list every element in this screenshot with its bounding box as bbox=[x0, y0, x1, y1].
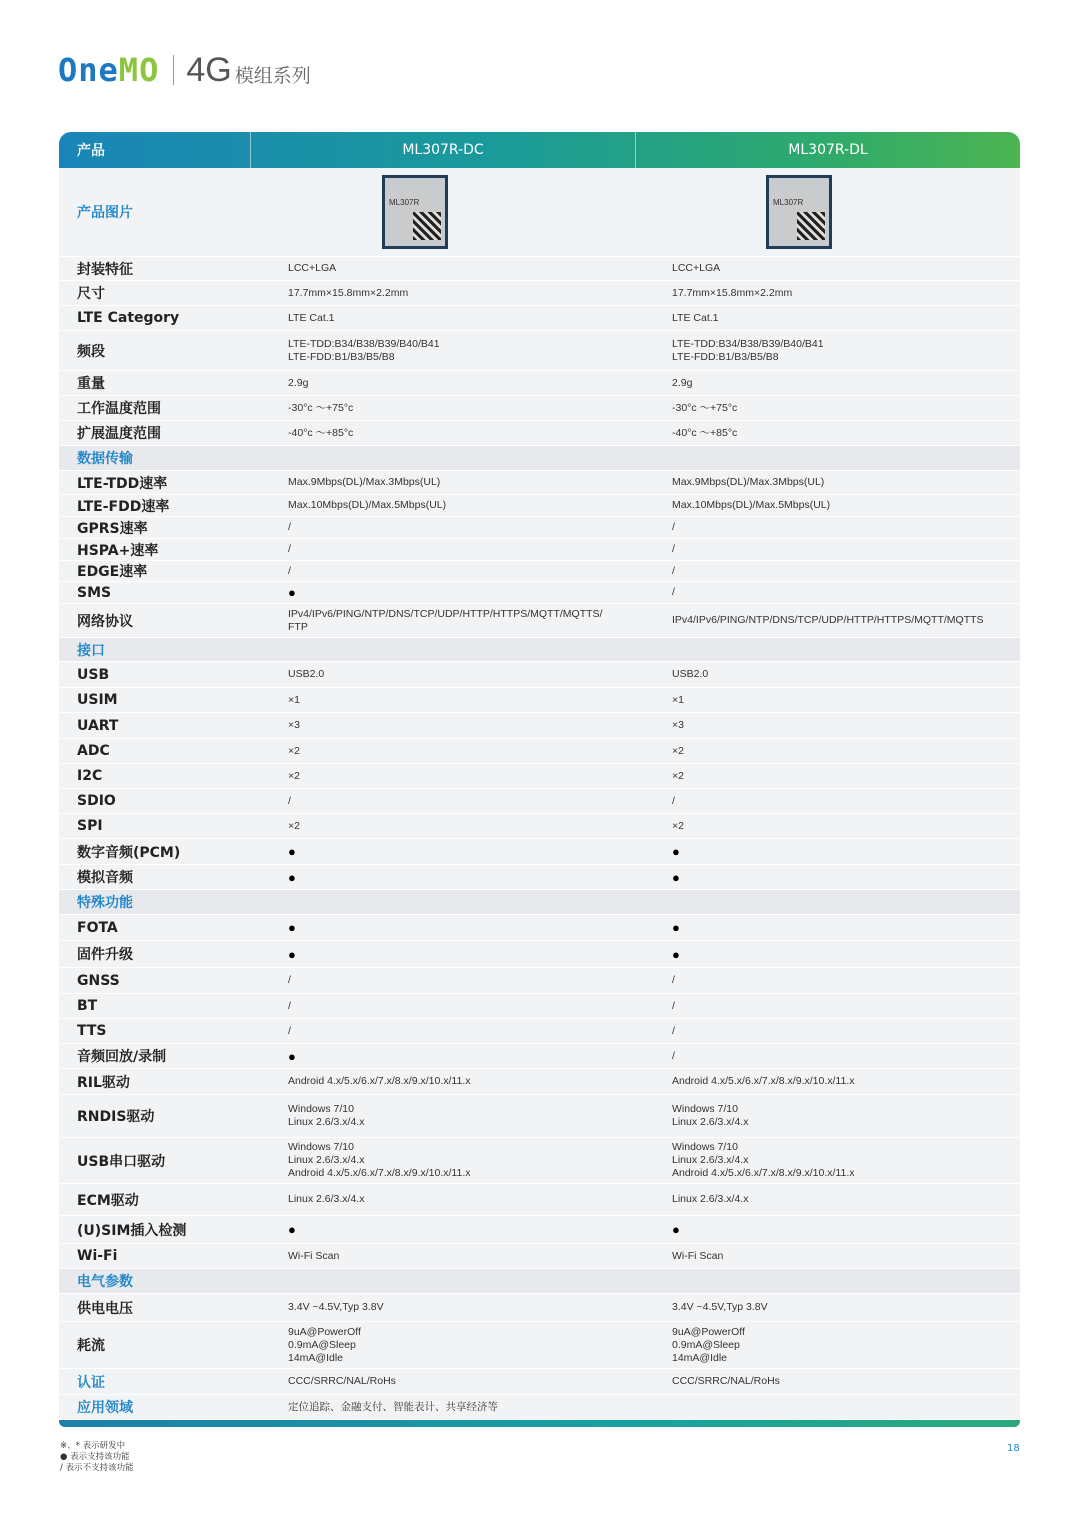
value-ml307r-dl: ● bbox=[672, 869, 680, 885]
table-row bbox=[59, 713, 1020, 739]
value-ml307r-dl: / bbox=[672, 999, 675, 1012]
value-ml307r-dl: USB2.0 bbox=[672, 668, 709, 680]
value-ml307r-dl: ● bbox=[672, 844, 680, 859]
value-ml307r-dc: ×3 bbox=[288, 719, 300, 731]
table-row bbox=[59, 539, 1020, 561]
table-row bbox=[59, 994, 1020, 1019]
value-ml307r-dc: / bbox=[288, 999, 291, 1012]
row-label: 认证 bbox=[77, 1374, 105, 1391]
table-row bbox=[59, 662, 1020, 688]
row-label: 数字音频(PCM) bbox=[77, 844, 181, 861]
row-label: ADC bbox=[77, 743, 110, 759]
value-ml307r-dl: / bbox=[672, 521, 675, 533]
table-row bbox=[59, 281, 1020, 306]
row-label: SDIO bbox=[77, 793, 116, 809]
row-label: GPRS速率 bbox=[77, 520, 148, 537]
row-label: GNSS bbox=[77, 972, 120, 989]
value-ml307r-dc: / bbox=[288, 521, 291, 533]
value-ml307r-dc: -40°c ～+85°c bbox=[288, 426, 354, 439]
table-row bbox=[59, 814, 1020, 839]
table-row bbox=[59, 739, 1020, 764]
value-ml307r-dl: 3.4V ~4.5V,Typ 3.8V bbox=[672, 1301, 768, 1313]
value-ml307r-dl: Windows 7/10 Linux 2.6/3.x/4.x Android 4.x/5.x/6.x/7.x/8.x/9.x/10.x/11.x bbox=[672, 1141, 855, 1179]
page-number: 18 bbox=[1007, 1443, 1020, 1454]
value-ml307r-dc: 定位追踪、金融支付、智能表计、共享经济等 bbox=[288, 1400, 498, 1413]
value-ml307r-dc: ×2 bbox=[288, 744, 300, 757]
row-label: LTE Category bbox=[77, 310, 180, 326]
value-ml307r-dl: ×1 bbox=[672, 693, 684, 706]
value-ml307r-dc: ● bbox=[288, 1048, 296, 1064]
table-row bbox=[59, 1044, 1020, 1069]
table-row bbox=[59, 1095, 1020, 1138]
value-ml307r-dc: LTE Cat.1 bbox=[288, 311, 335, 324]
table-row bbox=[59, 1216, 1020, 1244]
table-row bbox=[59, 331, 1020, 371]
row-label: EDGE速率 bbox=[77, 564, 148, 580]
table-row bbox=[59, 764, 1020, 789]
value-ml307r-dl: Max.9Mbps(DL)/Max.3Mbps(UL) bbox=[672, 476, 825, 488]
row-label: I2C bbox=[77, 768, 103, 784]
value-ml307r-dc: Wi-Fi Scan bbox=[288, 1249, 340, 1262]
row-label: 供电电压 bbox=[77, 1300, 133, 1317]
section-row bbox=[59, 1269, 1020, 1294]
value-ml307r-dc: ● bbox=[288, 946, 296, 962]
value-ml307r-dc: 3.4V ~4.5V,Typ 3.8V bbox=[288, 1301, 384, 1313]
table-row bbox=[59, 865, 1020, 890]
table-row bbox=[59, 582, 1020, 604]
row-label: 固件升级 bbox=[77, 947, 133, 963]
row-label: FOTA bbox=[77, 919, 118, 936]
value-ml307r-dl: LTE Cat.1 bbox=[672, 311, 719, 324]
table-row bbox=[59, 1069, 1020, 1095]
table-row bbox=[59, 257, 1020, 281]
value-ml307r-dl: ×2 bbox=[672, 744, 684, 757]
value-ml307r-dc: LCC+LGA bbox=[288, 262, 337, 274]
row-label: USIM bbox=[77, 692, 118, 708]
value-ml307r-dc: ● bbox=[288, 1222, 296, 1237]
table-row bbox=[59, 471, 1020, 495]
value-ml307r-dl: / bbox=[672, 564, 675, 577]
row-label: UART bbox=[77, 717, 119, 734]
table-row bbox=[59, 1369, 1020, 1395]
row-label: USB串口驱动 bbox=[77, 1153, 166, 1170]
value-ml307r-dl: / bbox=[672, 794, 675, 807]
value-ml307r-dl: -30°c ～+75°c bbox=[672, 401, 738, 414]
table-header bbox=[59, 132, 1020, 168]
table-row bbox=[59, 839, 1020, 865]
value-ml307r-dc: 9uA@PowerOff 0.9mA@Sleep 14mA@Idle bbox=[288, 1325, 361, 1364]
value-ml307r-dc: ● bbox=[288, 585, 296, 600]
value-ml307r-dc: / bbox=[288, 543, 291, 555]
value-ml307r-dc: / bbox=[288, 1024, 291, 1037]
value-ml307r-dl: ● bbox=[672, 946, 680, 962]
table-row bbox=[59, 968, 1020, 994]
row-label: 封装特征 bbox=[77, 261, 133, 278]
value-ml307r-dc: ×2 bbox=[288, 819, 300, 832]
value-ml307r-dc: Windows 7/10 Linux 2.6/3.x/4.x bbox=[288, 1103, 365, 1128]
value-ml307r-dl: ● bbox=[672, 920, 680, 935]
value-ml307r-dl: -40°c ～+85°c bbox=[672, 426, 738, 439]
product-image-dc: ML307R bbox=[382, 175, 448, 249]
value-ml307r-dl: 9uA@PowerOff 0.9mA@Sleep 14mA@Idle bbox=[672, 1325, 745, 1364]
value-ml307r-dc: ×1 bbox=[288, 693, 300, 706]
table-row bbox=[59, 1138, 1020, 1184]
table-row bbox=[59, 1395, 1020, 1420]
row-label: 产品图片 bbox=[77, 205, 133, 221]
logo bbox=[58, 50, 311, 90]
value-ml307r-dl: / bbox=[672, 1049, 675, 1062]
row-label: 耗流 bbox=[77, 1338, 105, 1354]
value-ml307r-dc: Linux 2.6/3.x/4.x bbox=[288, 1193, 365, 1205]
table-row bbox=[59, 1322, 1020, 1369]
row-label: 模拟音频 bbox=[77, 870, 133, 886]
table-row bbox=[59, 306, 1020, 331]
note: / 表示不支持该功能 bbox=[60, 1463, 134, 1473]
row-label: 频段 bbox=[77, 343, 105, 360]
row-label: RNDIS驱动 bbox=[77, 1109, 155, 1125]
value-ml307r-dc: Max.9Mbps(DL)/Max.3Mbps(UL) bbox=[288, 476, 441, 488]
value-ml307r-dl: / bbox=[672, 586, 675, 598]
value-ml307r-dl: ×2 bbox=[672, 769, 684, 782]
value-ml307r-dc: / bbox=[288, 794, 291, 807]
value-ml307r-dc: USB2.0 bbox=[288, 668, 325, 680]
table-row bbox=[59, 495, 1020, 517]
value-ml307r-dl: / bbox=[672, 543, 675, 555]
row-label: 网络协议 bbox=[77, 613, 133, 630]
row-label: (U)SIM插入检测 bbox=[77, 1222, 187, 1239]
row-label: 音频回放/录制 bbox=[77, 1049, 167, 1065]
value-ml307r-dc: IPv4/IPv6/PING/NTP/DNS/TCP/UDP/HTTP/HTTPS/MQTT/MQTTS/ FTP bbox=[288, 607, 603, 633]
value-ml307r-dl: ● bbox=[672, 1222, 680, 1237]
value-ml307r-dc: LTE-TDD:B34/B38/B39/B40/B41 LTE-FDD:B1/B3/B5/B8 bbox=[288, 337, 440, 363]
row-label: TTS bbox=[77, 1023, 107, 1039]
row-label: 应用领域 bbox=[77, 1400, 133, 1416]
row-label: SPI bbox=[77, 818, 103, 834]
value-ml307r-dl: / bbox=[672, 974, 675, 986]
table-row bbox=[59, 1294, 1020, 1322]
section-title: 接口 bbox=[77, 642, 105, 659]
value-ml307r-dl: Max.10Mbps(DL)/Max.5Mbps(UL) bbox=[672, 499, 831, 511]
value-ml307r-dc: -30°c ～+75°c bbox=[288, 401, 354, 414]
value-ml307r-dc: ● bbox=[288, 844, 296, 859]
value-ml307r-dl: LTE-TDD:B34/B38/B39/B40/B41 LTE-FDD:B1/B3/B5/B8 bbox=[672, 337, 824, 363]
section-title: 电气参数 bbox=[77, 1274, 133, 1290]
table-row bbox=[59, 396, 1020, 421]
section-row bbox=[59, 638, 1020, 662]
value-ml307r-dl: CCC/SRRC/NAL/RoHs bbox=[672, 1375, 780, 1387]
value-ml307r-dc: 17.7mm×15.8mm×2.2mm bbox=[288, 286, 409, 299]
image-row bbox=[59, 168, 1020, 257]
row-label: HSPA+速率 bbox=[77, 542, 159, 559]
value-ml307r-dc: ● bbox=[288, 920, 296, 935]
legend-notes bbox=[60, 1441, 134, 1474]
row-label: RIL驱动 bbox=[77, 1074, 130, 1091]
row-label: 尺寸 bbox=[77, 286, 105, 302]
table-row bbox=[59, 421, 1020, 446]
note: ● 表示支持该功能 bbox=[60, 1452, 130, 1462]
product-image-dl: ML307R bbox=[766, 175, 832, 249]
section-row bbox=[59, 890, 1020, 915]
value-ml307r-dl: Linux 2.6/3.x/4.x bbox=[672, 1193, 749, 1205]
table-row bbox=[59, 1019, 1020, 1044]
note: ※、* 表示研发中 bbox=[60, 1441, 126, 1451]
series-subtitle: 模组系列 bbox=[234, 64, 311, 87]
value-ml307r-dc: ×2 bbox=[288, 769, 300, 782]
value-ml307r-dl: Wi-Fi Scan bbox=[672, 1249, 724, 1262]
value-ml307r-dl: / bbox=[672, 1024, 675, 1037]
value-ml307r-dl: IPv4/IPv6/PING/NTP/DNS/TCP/UDP/HTTP/HTTPS/MQTT/MQTTS bbox=[672, 614, 984, 626]
table-row bbox=[59, 561, 1020, 582]
spec-table bbox=[59, 132, 1020, 1427]
table-row bbox=[59, 688, 1020, 713]
row-label: Wi-Fi bbox=[77, 1248, 118, 1264]
section-title: 特殊功能 bbox=[77, 895, 133, 911]
header-product-label: 产品 bbox=[59, 132, 251, 168]
table-row bbox=[59, 789, 1020, 814]
value-ml307r-dl: 2.9g bbox=[672, 376, 693, 389]
section-row bbox=[59, 446, 1020, 471]
value-ml307r-dl: LCC+LGA bbox=[672, 262, 721, 274]
row-label: USB bbox=[77, 666, 110, 683]
table-row bbox=[59, 517, 1020, 539]
table-row bbox=[59, 371, 1020, 396]
value-ml307r-dc: / bbox=[288, 564, 291, 577]
table-bottom-bar bbox=[59, 1420, 1020, 1427]
onemo-logo: OneMO bbox=[58, 51, 160, 89]
header-model-dc: ML307R-DC bbox=[251, 132, 636, 168]
row-label: 工作温度范围 bbox=[77, 401, 161, 417]
value-ml307r-dl: Windows 7/10 Linux 2.6/3.x/4.x bbox=[672, 1103, 749, 1128]
section-title: 数据传输 bbox=[77, 451, 133, 467]
value-ml307r-dc: 2.9g bbox=[288, 376, 309, 389]
value-ml307r-dc: Max.10Mbps(DL)/Max.5Mbps(UL) bbox=[288, 499, 447, 511]
table-row bbox=[59, 941, 1020, 968]
value-ml307r-dc: Windows 7/10 Linux 2.6/3.x/4.x Android 4.x/5.x/6.x/7.x/8.x/9.x/10.x/11.x bbox=[288, 1141, 471, 1179]
row-label: BT bbox=[77, 998, 98, 1014]
row-label: SMS bbox=[77, 584, 112, 601]
table-row bbox=[59, 1184, 1020, 1216]
value-ml307r-dl: ×2 bbox=[672, 819, 684, 832]
logo-divider bbox=[173, 55, 174, 85]
header-model-dl: ML307R-DL bbox=[788, 142, 868, 158]
row-label: ECM驱动 bbox=[77, 1192, 139, 1209]
table-row bbox=[59, 915, 1020, 941]
value-ml307r-dc: Android 4.x/5.x/6.x/7.x/8.x/9.x/10.x/11.x bbox=[288, 1075, 471, 1087]
row-label: LTE-FDD速率 bbox=[77, 498, 170, 515]
value-ml307r-dl: 17.7mm×15.8mm×2.2mm bbox=[672, 286, 793, 299]
series-title: 4G bbox=[186, 50, 232, 89]
row-label: 重量 bbox=[77, 376, 105, 392]
table-row bbox=[59, 604, 1020, 638]
value-ml307r-dl: Android 4.x/5.x/6.x/7.x/8.x/9.x/10.x/11.x bbox=[672, 1075, 855, 1087]
value-ml307r-dc: ● bbox=[288, 869, 296, 885]
row-label: LTE-TDD速率 bbox=[77, 475, 168, 492]
value-ml307r-dl: ×3 bbox=[672, 719, 684, 731]
value-ml307r-dc: CCC/SRRC/NAL/RoHs bbox=[288, 1375, 396, 1387]
value-ml307r-dc: / bbox=[288, 974, 291, 986]
row-label: 扩展温度范围 bbox=[77, 426, 161, 442]
table-row bbox=[59, 1244, 1020, 1269]
